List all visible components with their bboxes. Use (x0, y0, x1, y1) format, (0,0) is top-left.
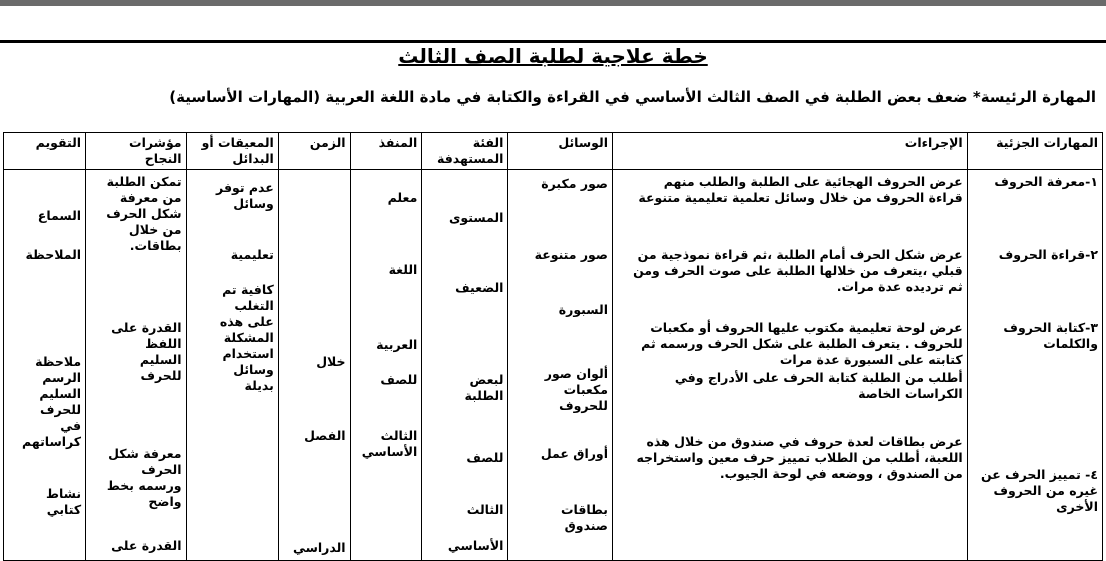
tool-item: السبورة (558, 302, 608, 317)
obstacle-item: كافية تم التغلب على هذه المشكلة استخدام وسائل بديلة (219, 282, 274, 393)
skill-item: ٢-قراءة الحروف (998, 247, 1098, 262)
executor-item: الثالث الأساسي (361, 428, 418, 459)
time-item: خلال (316, 354, 346, 369)
skill-item: ٣-كتابة الحروف والكلمات (1003, 320, 1098, 351)
header-procedures: الإجراءات (612, 133, 967, 170)
skills-cell (967, 170, 1102, 561)
target-group-cell (422, 170, 508, 561)
success-item: معرفة شكل الحرف ورسمه بخط واضح (106, 446, 182, 509)
tool-item: ألوان صور مكعبات للحروف (544, 366, 608, 413)
target-item: المستوى (448, 210, 504, 225)
target-item: للصف (466, 450, 504, 465)
obstacle-item: تعليمية (230, 247, 274, 262)
header-executor: المنفذ (350, 133, 422, 170)
evaluation-item: الملاحظة (25, 247, 82, 262)
header-success-indicators: مؤشرات النجاح (86, 133, 186, 170)
executor-item: العربية (376, 337, 418, 352)
tool-item: أوراق عمل (540, 446, 608, 461)
executor-item: للصف (380, 372, 418, 387)
success-item: تمكن الطلبة من معرفة شكل الحرف من خلال بطاقات. (106, 174, 182, 253)
target-item: الثالث (466, 502, 504, 517)
executor-item: اللغة (388, 262, 418, 277)
evaluation-item: السماع (37, 208, 82, 223)
header-obstacles: المعيقات أو البدائل (186, 133, 278, 170)
obstacle-item: عدم توفر وسائل (216, 180, 274, 211)
procedure-item: عرض بطاقات لعدة حروف في صندوق من خلال هذه اللعبة، أطلب من الطلاب تمييز حرف معين واستخراجه من الصندوق ، ووضعه في لوحة الجيوب. (636, 434, 963, 481)
tools-cell (508, 170, 613, 561)
evaluation-item: ملاحظة الرسم السليم للحرف في كراساتهم (22, 354, 82, 449)
procedures-cell (612, 170, 967, 561)
evaluation-item: نشاط كتابي (46, 486, 82, 517)
evaluation-cell (4, 170, 86, 561)
header-target-group: الفئة المستهدفة (422, 133, 508, 170)
time-item: الدراسي (292, 540, 346, 555)
page-title: خطة علاجية لطلبة الصف الثالث (398, 44, 708, 68)
main-skill-statement: المهارة الرئيسة* ضعف بعض الطلبة في الصف الثالث الأساسي في القراءة والكتابة في مادة اللغة العربية (المهارات الأساسية) (169, 88, 1096, 106)
tool-item: صور مكبرة (541, 176, 608, 191)
procedure-item: عرض الحروف الهجائية على الطلبة والطلب منهم قراءة الحروف من خلال وسائل تعلمية تعليمية متنوعة (638, 174, 963, 205)
header-sub-skills: المهارات الجزئية (967, 133, 1102, 170)
header-evaluation: التقويم (4, 133, 86, 170)
top-gray-bar (0, 0, 1106, 6)
target-item: الأساسي (447, 538, 504, 553)
executor-item: معلم (387, 190, 418, 205)
tool-item: بطاقات صندوق (560, 502, 608, 533)
procedure-item: أطلب من الطلبة كتابة الحرف على الأدراج وفي الكراسات الخاصة (674, 370, 963, 401)
header-time: الزمن (278, 133, 350, 170)
success-item: القدرة على (111, 538, 182, 553)
obstacles-cell (186, 170, 278, 561)
procedure-item: عرض لوحة تعليمية مكتوب عليها الحروف أو مكعبات للحروف . يتعرف الطلبة على شكل الحرف ورسمه ثم كتابته على السبورة عدة مرات (641, 320, 963, 367)
executor-cell (350, 170, 422, 561)
procedure-item: عرض شكل الحرف أمام الطلبة ،ثم قراءة نموذجية من قبلي ،يتعرف من خلالها الطلبة على صوت الحرف ومن ثم ترديده عدة مرات. (633, 247, 963, 294)
time-item: الفصل (304, 428, 346, 443)
remedial-plan-table (3, 132, 1103, 561)
time-cell (278, 170, 350, 561)
target-item: لبعض الطلبة (464, 372, 504, 403)
table-header-row (4, 133, 1103, 170)
target-item: الضعيف (455, 280, 504, 295)
table-row (4, 170, 1103, 561)
success-item: القدرة على اللفظ السليم للحرف (111, 320, 182, 383)
tool-item: صور متنوعة (534, 247, 608, 262)
success-indicators-cell (86, 170, 186, 561)
top-rule (0, 40, 1106, 43)
skill-item: ٤- تمييز الحرف عن غيره من الحروف الأخرى (980, 467, 1098, 514)
header-tools: الوسائل (508, 133, 613, 170)
skill-item: ١-معرفة الحروف (994, 174, 1098, 189)
